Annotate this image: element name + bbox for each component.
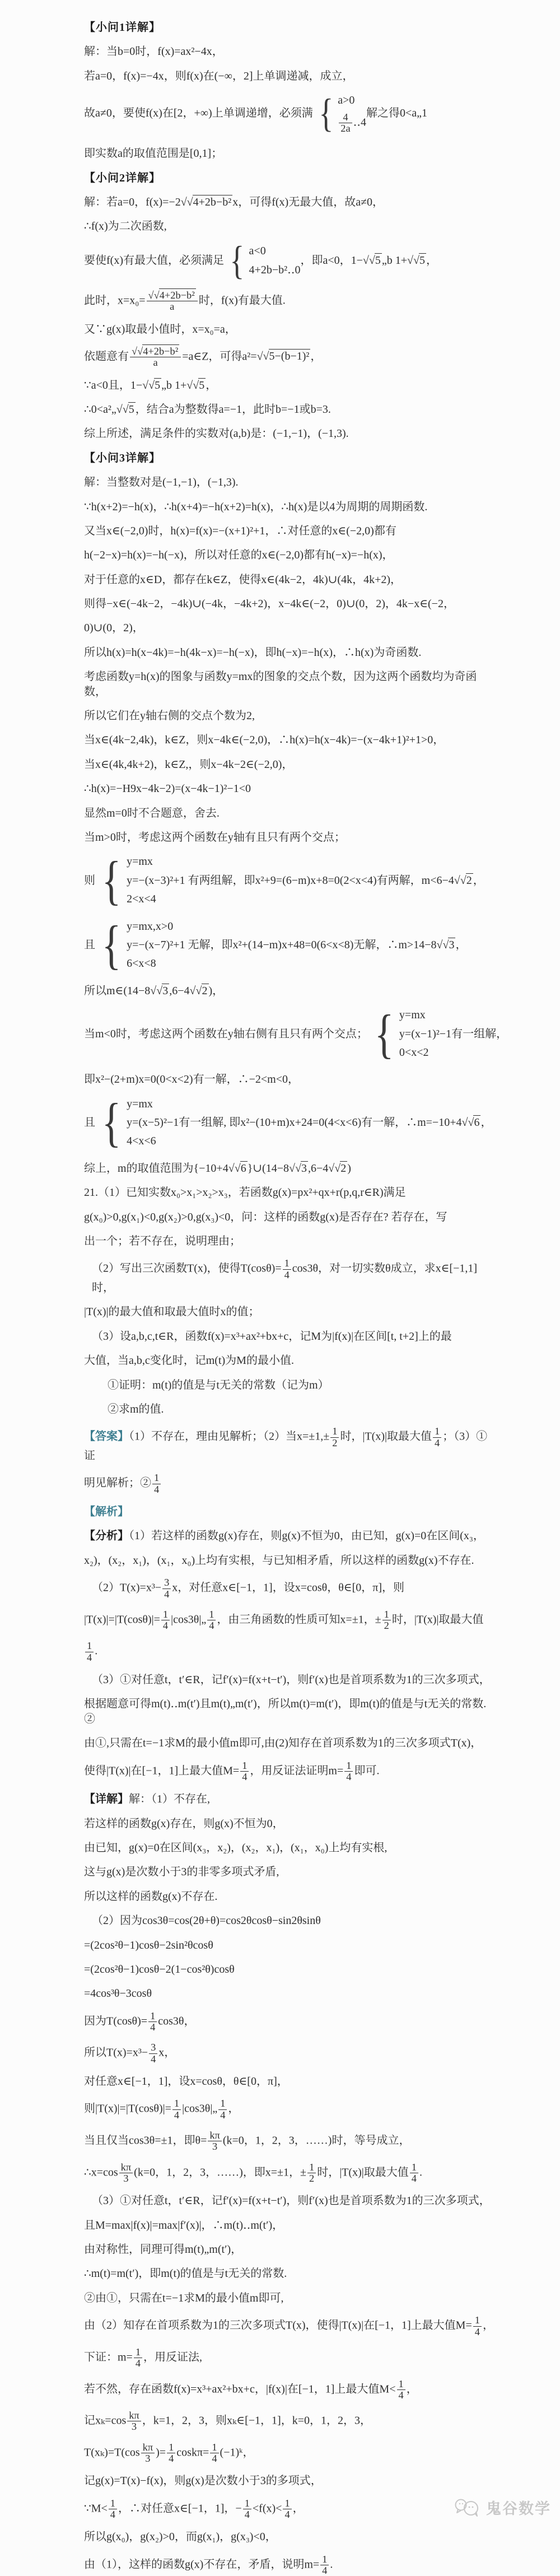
fraction: $\frac{k\pi}{3}$ xyxy=(127,2410,141,2433)
fraction: $\frac{1}{4}$ xyxy=(148,2011,157,2033)
radicand: 2 xyxy=(340,1162,347,1175)
text-line: ①证明：m(t)的值是与t无关的常数（记为m） xyxy=(108,1378,329,1391)
text-line: T(xₖ)=T(cos $\frac{k\pi}{3}$ )= $\frac{1}{4}$ coskπ= $\frac{1}{4}$ (−1)ᵏ， xyxy=(84,2441,254,2465)
system-row: 4+2b−b²‥0 xyxy=(249,263,301,276)
text-line: 综上所述，满足条件的实数对(a,b)是：(−1,−1)，(−1,3). xyxy=(84,427,349,440)
fraction: $\frac{\text{√√4+2b−b²}}{a}$ xyxy=(147,290,198,313)
system-row: y=(x−5)²−1有一组解, 即x²−(10+m)x+24=0(4<x<6)有一解，∴m=−10+4√√6 ， xyxy=(127,1116,492,1129)
left-brace: { xyxy=(101,915,122,975)
left-brace: { xyxy=(319,91,333,136)
system-row: y=mx,x>0 xyxy=(127,920,174,933)
text-line: 所以h(x)=h(x−4k)=−h(4k−x)=−h(−x)，即h(−x)=−h(x)，∴h(x)为奇函数. xyxy=(84,646,422,659)
system-row: 0<x<2 xyxy=(399,1046,429,1059)
radical-sign: √ xyxy=(460,874,466,887)
left-brace: { xyxy=(230,237,245,283)
fraction: $\frac{1}{4}$ xyxy=(320,2554,329,2576)
fraction: $\frac{4}{2a}$ xyxy=(339,112,352,134)
system-rows xyxy=(338,93,366,134)
radical-sign: √ xyxy=(193,379,199,392)
equation-system xyxy=(84,93,496,134)
fraction: $\frac{\text{√√4+2b−b²}}{a}$ xyxy=(130,346,181,369)
system-row: y=−(x−7)²+1 无解，即x²+(14−m)x+48=0(6<x<8)无解，∴m>14−8√√3 ， xyxy=(127,938,467,951)
text-line: g(x₀)>0,g(x₁)<0,g(x₂)>0,g(x₃)<0，问：这样的函数g(x)是否存在? 若存在，写 xyxy=(84,1210,447,1223)
text-line: 依题意有 $\frac{\text{√√4+2b−b²}}{a}$ =a∈Z，可得a²=√√5−(b−1)² ， xyxy=(84,345,322,369)
text-line: ∴f(x)为二次函数, xyxy=(84,220,167,233)
text-line: 所以这样的函数g(x)不存在. xyxy=(84,1890,218,1903)
system-row: y=−(x−3)²+1 有两组解，即x²+9=(6−m)x+8=0(2<x<4)有两解，m<6−4√√2 ， xyxy=(127,874,484,887)
text-line: 对于任意的x∈D，都存在k∈Z，使得x∈(4k−2，4k)∪(4k，4k+2)， xyxy=(84,573,402,586)
text-line: ∵M< $\frac{1}{4}$ ，∴对任意x∈[−1，1]，− $\frac{1}{4}$ <f(x)< $\frac{1}{4}$ ， xyxy=(84,2497,304,2521)
text-line: 考虑函数y=h(x)的图象与函数y=mx的图象的交点个数，因为这两个函数均为奇函数， xyxy=(84,670,477,698)
radicand: 6 xyxy=(474,1116,480,1129)
system-row: y=mx xyxy=(399,1009,426,1022)
left-brace: { xyxy=(101,1092,122,1153)
radicand: 4+2b−b² xyxy=(143,345,179,357)
fraction: $\frac{1}{4}$ xyxy=(134,2347,142,2369)
labeled-paragraph xyxy=(84,1504,496,1519)
system-prefix-text: 且 xyxy=(84,938,95,951)
text-line: 所以它们在y轴右侧的交点个数为2, xyxy=(84,710,255,723)
text-line: 因为T(cosθ)= $\frac{1}{4}$ cos3θ， xyxy=(84,2010,195,2033)
text-line: 即实数a的取值范围是[0,1]； xyxy=(84,147,223,160)
system-row: 2<x<4 xyxy=(127,893,156,906)
text-line: 由已知，g(x)=0在区间(x₃，x₂)，(x₂，x₁)，(x₁，x₀)上均有实根, xyxy=(84,1842,388,1855)
radical-sign: √ xyxy=(122,403,129,416)
text-line: 21.（1）已知实数x₀>x₁>x₂>x₃，若函数g(x)=px²+qx+r(p,q,r∈R)满足 xyxy=(84,1186,406,1199)
radical-sign: √ xyxy=(413,254,419,267)
text-line: 明见解析；② $\frac{1}{4}$ xyxy=(84,1473,496,1495)
system-rows xyxy=(399,1008,507,1060)
text-line: ∵h(x+2)=−h(x)，∴h(x+4)=−h(x+2)=h(x)，∴h(x)是以4为周期的周期函数. xyxy=(84,500,428,513)
text-line: ∴0<a²„√√5 ，结合a为整数得a=−1，此时b=−1或b=3. xyxy=(84,403,331,416)
text-line: （2）因为cos3θ=cos(2θ+θ)=cos2θcosθ−sin2θsinθ xyxy=(92,1914,321,1927)
radicand: 5 xyxy=(199,379,205,392)
fraction: $\frac{k\pi}{3}$ xyxy=(119,2162,133,2184)
radicand: 4+2b−b² xyxy=(193,195,232,208)
text-line: $\frac{1}{4}$ . xyxy=(84,1641,496,1663)
fraction: $\frac{1}{4}$ xyxy=(397,2379,405,2401)
text-line: 当x∈(4k−2,4k)，k∈Z，则x−4k∈(−2,0)，∴h(x)=h(x−4k)=−(x−4k+1)²+1>0， xyxy=(84,734,445,747)
equation-system xyxy=(84,915,496,975)
equation-system xyxy=(84,1003,508,1064)
text-line: （3）①对任意t，t′∈R，记f′(x)=f(x+t−t′)，则f′(x)也是首项系数为1的三次多项式， xyxy=(92,1674,491,1687)
system-row: y=(x−1)²−1有一组解， xyxy=(399,1027,508,1040)
fraction: $\frac{k\pi}{3}$ xyxy=(208,2130,221,2153)
labeled-paragraph: 【详解】解：（1）不存在, xyxy=(84,1793,210,1806)
radical-sign: √ xyxy=(153,289,160,301)
text-line: 所以g(x₀)，g(x₂)>0，而g(x₁)，g(x₃)<0， xyxy=(84,2531,277,2544)
radicand: 4+2b−b² xyxy=(159,289,195,301)
system-prefix-text: 当m<0时，考虑这两个函数在y轴右侧有且只有两个交点； xyxy=(84,1027,368,1040)
fraction: $\frac{3}{4}$ xyxy=(162,1577,171,1600)
radical-sign: √ xyxy=(368,254,375,267)
fraction: $\frac{1}{4}$ xyxy=(109,2498,117,2521)
text-line: 对任意x∈[−1，1]，设x=cosθ，θ∈[0，π]， xyxy=(84,2075,288,2088)
text-line: ∴m(t)=m(t′)，即m(t)的值是与t无关的常数. xyxy=(84,2267,287,2280)
text-line: ∵a<0且，1−√√5 „b 1+√√5 ， xyxy=(84,379,217,392)
radicand: 2 xyxy=(202,984,208,997)
section-heading: 【小问2详解】 xyxy=(84,171,161,184)
system-suffix-text: 解之得0<a„1 xyxy=(366,107,428,120)
text-line: （2）T(x)=x³− $\frac{3}{4}$ x，对任意x∈[−1，1]，设x=cosθ，θ∈[0，π]，则 xyxy=(92,1577,405,1600)
system-prefix-text: 则 xyxy=(84,874,95,887)
text-line: 当m>0时，考虑这两个函数在y轴有且只有两个交点； xyxy=(84,831,346,844)
text-line: 由①,只需在t=−1求M的最小值m即可,由(2)知存在首项系数为1的三次多项式T(x)， xyxy=(84,1737,482,1750)
fraction: $\frac{1}{4}$ xyxy=(207,1609,216,1632)
fraction: $\frac{1}{4}$ xyxy=(85,1641,94,1663)
text-line: 当且仅当cos3θ=±1，即θ= $\frac{k\pi}{3}$ (k=0，1，2，3，……)时，等号成立， xyxy=(84,2130,410,2153)
system-row: y=mx xyxy=(127,1097,153,1110)
fraction: $\frac{1}{4}$ xyxy=(243,2498,251,2521)
system-row: 4<x<6 xyxy=(127,1135,156,1148)
text-line: 若不然，存在函数f(x)=x³+ax²+bx+c，|f(x)|在[−1，1]上最大值M< $\frac{1}{4}$ ， xyxy=(84,2378,418,2401)
radical-sign: √ xyxy=(334,1162,341,1175)
text-line: 出一个；若不存在，说明理由； xyxy=(84,1235,241,1248)
text-line: （2）写出三次函数T(x)，使得T(cosθ)= $\frac{1}{4}$ cos3θ，对一切实数θ成立，求x∈[−1,1]时， xyxy=(92,1257,478,1294)
fraction: $\frac{1}{4}$ xyxy=(210,2442,218,2465)
system-suffix-text: ，即a<0，1−√√5 „b 1+√√5 ， xyxy=(300,254,437,267)
fraction: $\frac{1}{2}$ xyxy=(307,2162,316,2184)
text-line: ②求m的值. xyxy=(108,1403,164,1415)
fraction: $\frac{k\pi}{3}$ xyxy=(141,2442,155,2465)
text-line: h(−2−x)=h(x)=−h(−x)，所以对任意的x∈(−2,0)都有h(−x)=−h(x)， xyxy=(84,549,394,562)
radicand: 5 xyxy=(419,254,425,267)
text-line: （3）①对任意t，t′∈R，记f′(x)=f(x+t−t′)，则f′(x)也是首项系数为1的三次多项式， xyxy=(92,2195,491,2207)
fraction: $\frac{1}{4}$ xyxy=(152,1473,161,1495)
text-line: 记xₖ=cos $\frac{k\pi}{3}$ ，k=1，2，3，则xₖ∈[−1，1]，k=0，1，2，3， xyxy=(84,2410,371,2433)
text-line: 这与g(x)是次数小于3的非零多项式矛盾, xyxy=(84,1866,279,1879)
answer-label: 【答案】 xyxy=(84,1430,129,1443)
radicand: 5 xyxy=(128,403,134,416)
text-line: |T(x)|=|T(cosθ)|= $\frac{1}{4}$ |cos3θ|„ $\frac{1}{4}$ ，由三角函数的性质可知x=±1，± $\frac{1}{2}$ 时，|T(x)|取最大值 xyxy=(84,1608,484,1632)
fraction: $\frac{1}{4}$ xyxy=(161,1609,170,1632)
fraction: $\frac{1}{4}$ xyxy=(283,1258,291,1280)
text-line: 使得|T(x)|在[−1，1]上最大值M= $\frac{1}{4}$ ，用反证法证明m= $\frac{1}{4}$ 即可. xyxy=(84,1759,380,1782)
fraction: $\frac{1}{4}$ xyxy=(410,2162,418,2184)
radical-sign: √ xyxy=(148,379,155,392)
radicand: 2 xyxy=(466,874,472,887)
analysis-label: 【分析】 xyxy=(84,1530,129,1543)
fraction: $\frac{1}{4}$ xyxy=(473,2315,482,2337)
fraction: $\frac{1}{4}$ xyxy=(167,2442,175,2465)
radicand: 3 xyxy=(301,1162,307,1175)
text-line: 显然m=0时不合题意，舍去. xyxy=(84,807,220,819)
fraction: $\frac{1}{2}$ xyxy=(330,1426,339,1448)
radicand: 3 xyxy=(162,984,169,997)
system-row: a>0 xyxy=(338,94,355,107)
radical-sign: √ xyxy=(295,1162,301,1175)
section-heading: 【小问3详解】 xyxy=(84,451,161,464)
text-line: 记g(x)=T(x)−f(x)，则g(x)是次数小于3的多项式， xyxy=(84,2475,322,2488)
equation-system xyxy=(84,1092,496,1153)
fraction: $\frac{1}{4}$ xyxy=(283,2498,291,2521)
text-line: 由（2）知存在首项系数为1的三次多项式T(x)，使得|T(x)|在[−1，1]上最大值M= $\frac{1}{4}$ ， xyxy=(84,2314,494,2337)
system-row: 6<x<8 xyxy=(127,957,156,970)
text-line: 由对称性，同理可得m(t)„m(t′)， xyxy=(84,2243,242,2256)
system-row: y=mx xyxy=(127,855,153,868)
text-line: |T(x)|的最大值和取最大值时x的值； xyxy=(84,1306,260,1319)
system-rows xyxy=(127,854,484,906)
fraction: $\frac{1}{4}$ xyxy=(218,2098,227,2121)
radical-sign: √ xyxy=(186,195,193,208)
text-line: 当x∈(4k,4k+2)，k∈Z,，则x−4k−2∈(−2,0)， xyxy=(84,758,293,771)
text-line: 又∵g(x)取最小值时，x=x₀=a， xyxy=(84,323,236,336)
system-rows xyxy=(249,244,301,277)
equation-system xyxy=(84,237,496,283)
text-line: 且M=max|f(x)|=max|f′(x)|，∴m(t)‥m(t′)， xyxy=(84,2219,284,2232)
fraction: $\frac{3}{4}$ xyxy=(149,2042,157,2065)
watermark xyxy=(454,2496,551,2518)
left-brace: { xyxy=(374,1003,394,1064)
equation-system xyxy=(84,850,496,911)
text-line: 即x²−(2+m)x=0(0<x<2)有一解，∴−2<m<0， xyxy=(84,1073,299,1086)
section-heading: 【小问1详解】 xyxy=(84,21,161,34)
system-rows xyxy=(127,1097,492,1149)
system-prefix-text: 故a≠0，要使f(x)在[2，+∞)上单调递增，必须满 xyxy=(84,107,313,120)
text-line: ②由①，只需在t=−1求M的最小值m即可, xyxy=(84,2291,284,2304)
radicand: 6 xyxy=(240,1162,246,1175)
text-line: 由（1），这样的函数g(x)不存在，矛盾，说明m= $\frac{1}{4}$ . xyxy=(84,2553,333,2576)
speech-bubbles-icon xyxy=(454,2498,483,2517)
system-row: a<0 xyxy=(249,245,266,258)
system-prefix-text: 且 xyxy=(84,1116,95,1129)
text-line: 又当x∈(−2,0)时，h(x)=f(x)=−(x+1)²+1，∴对任意的x∈(−2,0)都有 xyxy=(84,524,396,537)
text-line: 综上，m的取值范围为{−10+4√√6 }∪(14−8√√3 ,6−4√√2 ) xyxy=(84,1162,351,1175)
text-line: ∴h(x)=−H9x−4k−2)=(x−4k−1)²−1<0 xyxy=(84,782,251,795)
radical-sign: √ xyxy=(468,1116,474,1129)
text-line: 此时，x=x₀= $\frac{\text{√√4+2b−b²}}{a}$ 时，f(x)有最大值. xyxy=(84,289,286,313)
watermark-text: 鬼谷数学 xyxy=(486,2500,551,2517)
radicand: 5 xyxy=(155,379,161,392)
radical-sign: √ xyxy=(442,938,449,951)
text-line: 大值，当a,b,c变化时，记m(t)为M的最小值. xyxy=(84,1354,294,1367)
text-line: 则|T(x)|=|T(cosθ)|= $\frac{1}{4}$ |cos3θ|„ $\frac{1}{4}$ ， xyxy=(84,2098,240,2121)
radical-sign: √ xyxy=(234,1162,241,1175)
text-line: 解：当b=0时，f(x)=ax²−4x， xyxy=(84,45,223,58)
text-line: 所以T(x)=x³− $\frac{3}{4}$ x， xyxy=(84,2042,176,2065)
text-line: 若a=0，f(x)=−4x，则f(x)在(−∞，2]上单调递减，成立， xyxy=(84,69,354,82)
system-rows xyxy=(127,919,466,971)
text-line: 解：若a=0，f(x)=−2√√4+2b−b² x，可得f(x)无最大值，故a≠0， xyxy=(84,195,384,208)
text-line: x₂)，(x₂，x₁)，(x₁，x₀)上均有实根，与已知相矛盾，所以这样的函数g(x)不存在. xyxy=(84,1554,474,1567)
text-line: 根据题意可得m(t)‥m(t′)且m(t)„m(t′)，所以m(t)=m(t′)，即m(t)的值是与t无关的常数.② xyxy=(84,1698,487,1725)
text-line: （3）设a,b,c,t∈R，函数f(x)=x³+ax²+bx+c，记M为|f(x)|在区间[t, t+2]上的最 xyxy=(92,1330,452,1343)
analysis-label: 【详解】 xyxy=(84,1793,129,1806)
fraction: $\frac{1}{4}$ xyxy=(433,1426,441,1448)
fraction: $\frac{1}{4}$ xyxy=(240,1760,249,1783)
radicand: 3 xyxy=(449,938,455,951)
text-line: 解：当整数对是(−1,−1)，(−1,3). xyxy=(84,476,239,489)
radical-sign: √ xyxy=(137,345,143,357)
text-line: 下证：m= $\frac{1}{4}$ ，用反证法, xyxy=(84,2346,203,2369)
text-line: =(2cos²θ−1)cosθ−2sin²θcosθ xyxy=(84,1939,213,1951)
text-line: 所以m∈(14−8√√3 ,6−4√√2 )， xyxy=(84,984,224,997)
fraction: $\frac{1}{4}$ xyxy=(344,1760,353,1783)
labeled-paragraph: 【分析】（1）若这样的函数g(x)存在，则g(x)不恒为0，由已知，g(x)=0在区间(x₃， xyxy=(84,1530,484,1543)
system-row: $\frac{4}{2a}$ ‥4 xyxy=(338,112,366,134)
text-line: 若这样的函数g(x)存在，则g(x)不恒为0， xyxy=(84,1817,284,1830)
radical-sign: √ xyxy=(156,984,163,997)
left-brace: { xyxy=(101,850,122,911)
radicand: 5 xyxy=(375,254,381,267)
system-prefix-text: 要使f(x)有最大值，必须满足 xyxy=(84,254,224,267)
radical-sign: √ xyxy=(263,350,269,363)
fraction: $\frac{1}{2}$ xyxy=(382,1609,391,1632)
radicand: 5−(b−1)² xyxy=(269,350,310,363)
fraction: $\frac{1}{4}$ xyxy=(172,2098,181,2121)
text-line: =4cos³θ−3cosθ xyxy=(84,1987,152,2000)
labeled-paragraph: 【答案】（1）不存在，理由见解析；（2）当x=±1,± $\frac{1}{2}$ 时，|T(x)|取最大值 $\frac{1}{4}$ ；（3）①证 xyxy=(84,1426,488,1462)
text-line: 则得−x∈(−4k−2，−4k)∪(−4k，−4k+2)，x−4k∈(−2，0)∪(0，2)，4k−x∈(−2， xyxy=(84,598,455,611)
radical-sign: √ xyxy=(195,984,202,997)
answer-label: 【解析】 xyxy=(84,1506,129,1518)
text-line: =(2cos²θ−1)cosθ−2(1−cos²θ)cosθ xyxy=(84,1963,235,1976)
text-line: 0)∪(0，2)， xyxy=(84,622,144,635)
text-line: ∴x=cos $\frac{k\pi}{3}$ (k=0，1，2，3，……)，即x=±1，± $\frac{1}{2}$ 时，|T(x)|取最大值 $\frac{1}{4}$ . xyxy=(84,2161,422,2184)
